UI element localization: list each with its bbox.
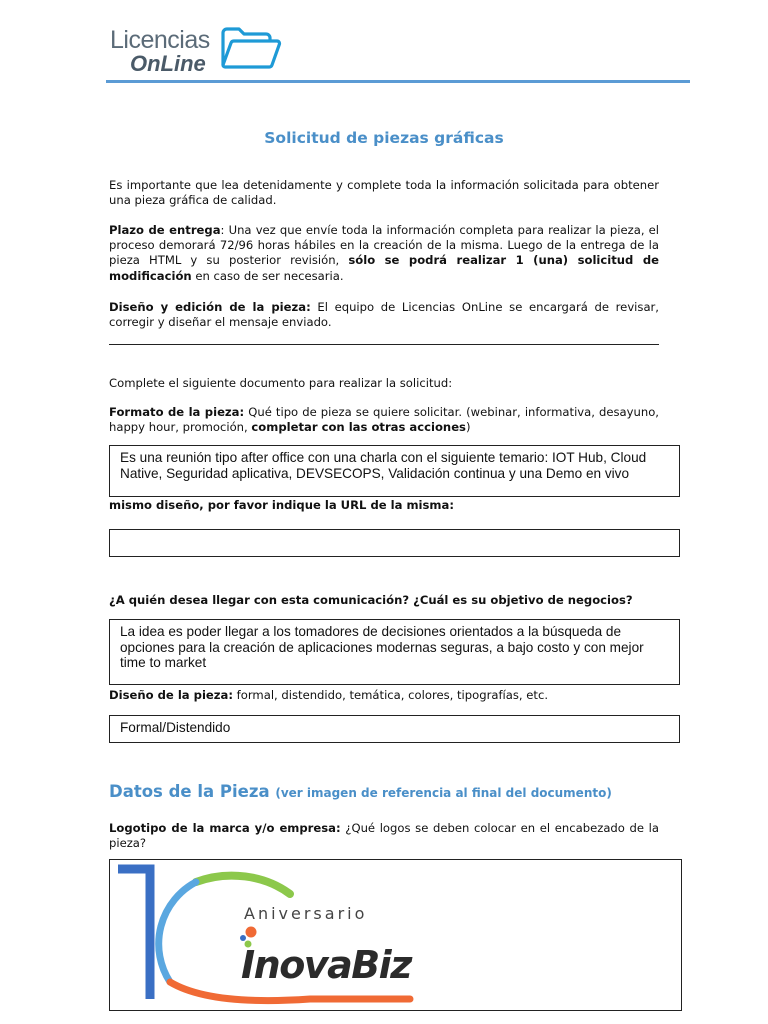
logotipo-paragraph bbox=[109, 821, 659, 851]
complete-instruction: Complete el siguiente documento para realizar la solicitud: bbox=[109, 376, 453, 390]
logotipo-text: ¿Qué logos se deben colocar en el encabezado de la pieza? bbox=[109, 821, 659, 851]
diseno-pieza-text: formal, distendido, temática, colores, tipografías, etc. bbox=[233, 688, 549, 702]
plazo-paragraph bbox=[109, 223, 659, 284]
diseno-edicion-paragraph bbox=[109, 300, 659, 330]
plazo-text1: : Una vez que envíe toda la información completa para realizar la pieza, el proceso demorará 72/96 horas hábiles en la creación de la misma. Luego de la entrega de la pieza HTML y su posterior revisión, bbox=[109, 223, 660, 268]
formato-text: Qué tipo de pieza se quiere solicitar. (webinar, informativa, desayuno, happy hour, promoción, bbox=[109, 405, 659, 435]
audience-answer-field[interactable]: La idea es poder llegar a los tomadores de decisiones orientados a la búsqueda de opciones para la creación de aplicaciones modernas seguras, a bajo costo y con mejor time to market bbox=[109, 619, 680, 685]
logotipo-label: Logotipo de la marca y/o empresa: bbox=[109, 821, 341, 835]
diseno-pieza-label: Diseño de la pieza: bbox=[109, 688, 233, 702]
inovabiz-logo bbox=[110, 860, 681, 1010]
url-question: mismo diseño, por favor indique la URL de la misma: bbox=[109, 498, 454, 512]
section-divider bbox=[109, 344, 659, 345]
brand-logo bbox=[110, 28, 210, 75]
brand-line2: OnLine bbox=[130, 51, 206, 76]
page-title: Solicitud de piezas gráficas bbox=[264, 129, 504, 147]
folder-icon bbox=[219, 25, 283, 71]
intro-paragraph: Es importante que lea detenidamente y complete toda la información solicitada para obtener una pieza gráfica de calidad. bbox=[109, 178, 659, 208]
plazo-label: Plazo de entrega bbox=[109, 223, 221, 237]
formato-bold: completar con las otras acciones bbox=[251, 420, 466, 435]
header-divider bbox=[106, 80, 690, 83]
formato-close: ) bbox=[465, 420, 471, 435]
datos-title: Datos de la Pieza bbox=[109, 782, 270, 801]
diseno-edicion-label: Diseño y edición de la pieza: bbox=[109, 300, 311, 314]
diseno-edicion-text: El equipo de Licencias OnLine se encargará de revisar, corregir y diseñar el mensaje enviado. bbox=[109, 300, 659, 330]
plazo-bold: sólo se podrá realizar 1 (una) solicitud de modificación bbox=[109, 253, 659, 283]
audience-question: ¿A quién desea llegar con esta comunicación? ¿Cuál es su objetivo de negocios? bbox=[109, 593, 633, 607]
formato-label: Formato de la pieza: bbox=[109, 405, 245, 419]
url-answer-field[interactable] bbox=[109, 529, 680, 557]
datos-section-title bbox=[109, 782, 612, 801]
logo-answer-field[interactable] bbox=[109, 859, 682, 1011]
inovabiz-text: InovaBiz bbox=[241, 943, 411, 987]
brand-line1: Licencias bbox=[110, 26, 210, 54]
formato-paragraph bbox=[109, 405, 659, 435]
datos-subtitle: (ver imagen de referencia al final del documento) bbox=[275, 786, 612, 800]
diseno-answer-field[interactable]: Formal/Distendido bbox=[109, 715, 680, 743]
aniversario-text: Aniversario bbox=[244, 904, 368, 923]
diseno-pieza-paragraph bbox=[109, 688, 659, 703]
formato-answer-field[interactable]: Es una reunión tipo after office con una charla con el siguiente temario: IOT Hub, Cloud Native, Seguridad aplicativa, DEVSECOPS, Validación continua y una Demo en vivo bbox=[109, 445, 680, 497]
plazo-text2: en caso de ser necesaria. bbox=[191, 268, 344, 283]
